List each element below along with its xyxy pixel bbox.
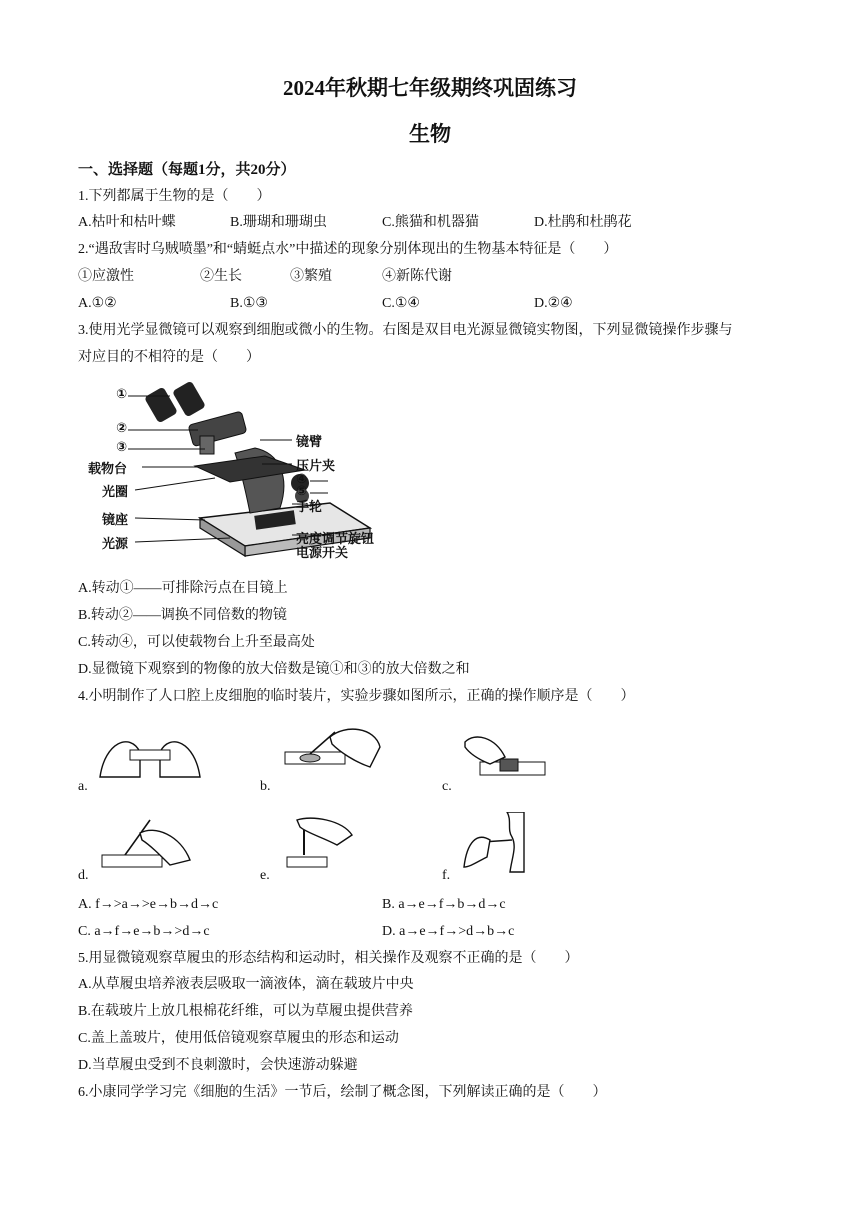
step-image-d [100, 815, 200, 870]
dropper-drawing [282, 815, 357, 870]
q5-option-a: A.从草履虫培养液表层吸取一滴液体，滴在载玻片中央 [78, 977, 414, 992]
step-label-a: a. [78, 779, 88, 794]
q2-option-d: D.②④ [534, 296, 573, 311]
q4-stem: 4.小明制作了人口腔上皮细胞的临时装片，实验步骤如图所示，正确的操作顺序是（ ） [78, 689, 635, 704]
q2-option-c: C.①④ [382, 296, 420, 311]
tweezers-slide-drawing [280, 722, 390, 777]
step-label-f: f. [442, 868, 451, 883]
q3-option-b: B.转动②——调换不同倍数的物镜 [78, 608, 287, 623]
q5-stem: 5.用显微镜观察草履虫的形态结构和运动时，相关操作及观察不正确的是（ ） [78, 951, 579, 966]
q3-option-a: A.转动①——可排除污点在目镜上 [78, 581, 288, 596]
step-image-b [280, 722, 390, 777]
subject-title: 生物 [409, 122, 451, 146]
step-label-d: d. [78, 868, 89, 883]
step-image-a [95, 722, 205, 787]
figure-label-arm: 镜臂 [296, 435, 323, 450]
q3-option-c: C.转动④，可以使载物台上升至最高处 [78, 635, 315, 650]
q2-item-1: ①应激性 [78, 269, 134, 284]
q4-option-b: B. a→e→f→b→d→c [382, 897, 506, 912]
figure-label-clip: 压片夹 [296, 459, 336, 474]
hands-slide-drawing [95, 722, 205, 787]
q4-option-a: A. f→>a→>e→b→d→c [78, 897, 219, 912]
q2-option-a: A.①② [78, 296, 117, 311]
figure-label-2: ② [116, 421, 128, 436]
figure-label-diaphragm: 光圈 [102, 485, 129, 500]
figure-label-power: 电源开关 [296, 546, 349, 561]
page-title: 2024年秋期七年级期终巩固练习 [283, 76, 577, 100]
figure-label-stage: 载物台 [88, 462, 128, 477]
microscope-figure [80, 378, 400, 568]
step-image-f [462, 812, 527, 874]
step-image-c [460, 732, 550, 782]
q6-stem: 6.小康同学学习完《细胞的生活》一节后，绘制了概念图，下列解读正确的是（ ） [78, 1085, 607, 1100]
figure-label-1: ① [116, 387, 128, 402]
q4-option-d: D. a→e→f→>d→b→c [382, 924, 515, 939]
q2-stem: 2.“遇敌害时乌贼喷墨”和“蜻蜓点水”中描述的现象分别体现出的生物基本特征是（ ） [78, 242, 618, 257]
figure-label-4: ④ [296, 472, 308, 487]
stain-drop-drawing [100, 815, 200, 870]
coverslip-drawing [460, 732, 550, 782]
q2-item-4: ④新陈代谢 [382, 269, 452, 284]
q3-stem-line2: 对应目的不相符的是（ ） [78, 350, 260, 365]
q3-option-d: D.显微镜下观察到的物像的放大倍数是镜①和③的放大倍数之和 [78, 662, 470, 677]
q2-option-b: B.①③ [230, 296, 268, 311]
step-label-c: c. [442, 779, 452, 794]
q3-stem-line1: 3.使用光学显微镜可以观察到细胞或微小的生物。右图是双目电光源显微镜实物图，下列显微镜操作步骤与 [78, 323, 733, 338]
q1-option-c: C.熊猫和机器猫 [382, 215, 479, 230]
q2-item-3: ③繁殖 [290, 269, 332, 284]
figure-label-5: ⑤ [296, 484, 308, 499]
q5-option-b: B.在载玻片上放几根棉花纤维，可以为草履虫提供营养 [78, 1004, 413, 1019]
mouth-swab-drawing [462, 812, 527, 874]
q1-option-a: A.枯叶和枯叶蝶 [78, 215, 176, 230]
step-label-e: e. [260, 868, 270, 883]
section-heading: 一、选择题（每题1分，共20分） [78, 162, 296, 178]
figure-label-brightness: 亮度调节旋钮 [296, 532, 375, 547]
q5-option-c: C.盖上盖玻片，使用低倍镜观察草履虫的形态和运动 [78, 1031, 399, 1046]
step-label-b: b. [260, 779, 271, 794]
step-image-e [282, 815, 357, 870]
q2-item-2: ②生长 [200, 269, 242, 284]
q1-stem: 1.下列都属于生物的是（ ） [78, 189, 271, 204]
q4-option-c: C. a→f→e→b→>d→c [78, 924, 210, 939]
figure-label-base: 镜座 [102, 513, 129, 528]
q1-option-d: D.杜鹃和杜鹃花 [534, 215, 632, 230]
figure-label-handwheel: 手轮 [296, 500, 323, 515]
figure-label-3: ③ [116, 440, 128, 455]
q5-option-d: D.当草履虫受到不良刺激时，会快速游动躲避 [78, 1058, 358, 1073]
q1-option-b: B.珊瑚和珊瑚虫 [230, 215, 327, 230]
figure-label-light: 光源 [102, 537, 129, 552]
